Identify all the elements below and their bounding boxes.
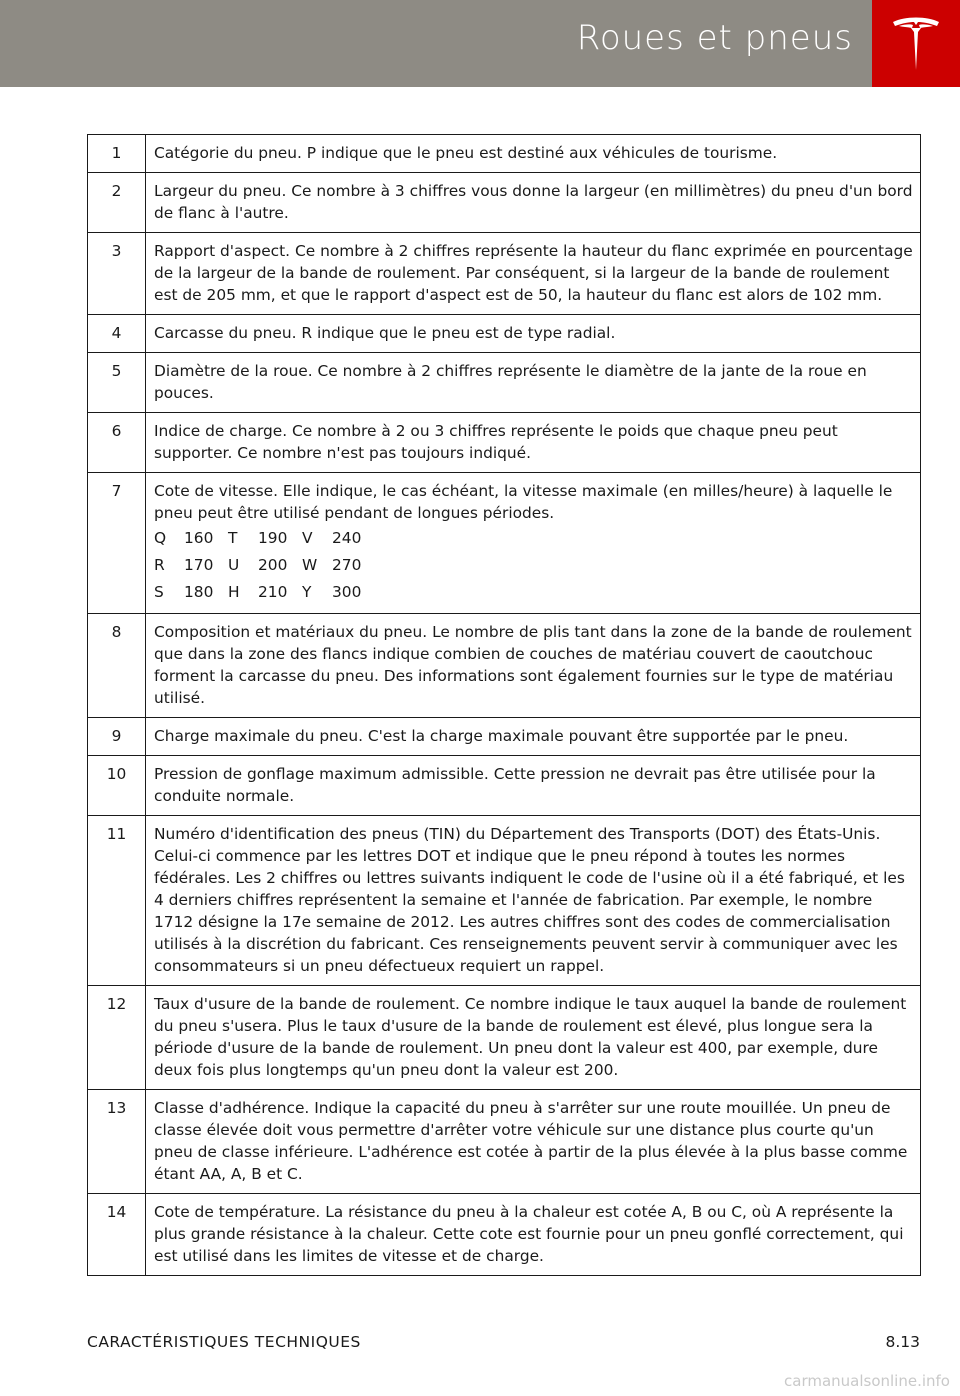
speed-rating-line — [154, 524, 914, 551]
row-description — [146, 173, 921, 233]
table-row — [88, 473, 921, 614]
row-description — [146, 315, 921, 353]
speed-letter: H — [228, 582, 240, 601]
speed-rating — [228, 554, 302, 576]
row-text: Carcasse du pneu. R indique que le pneu est de type radial. — [154, 324, 616, 342]
speed-rating — [302, 527, 376, 549]
table-row — [88, 718, 921, 756]
speed-rating-line — [154, 578, 914, 605]
row-description — [146, 473, 921, 614]
speed-letter: T — [228, 528, 238, 547]
row-number: 10 — [88, 756, 146, 816]
page-title: Roues et pneus — [576, 18, 853, 58]
row-number: 6 — [88, 413, 146, 473]
row-text: Composition et matériaux du pneu. Le nombre de plis tant dans la zone de la bande de roulement que dans la zone des flancs indique combien de couches de matériau couvert de caoutchouc forment la carcasse du pneu. Des informations sont également fournies sur le type de matériau utilisé. — [154, 623, 912, 707]
tesla-logo-icon — [891, 16, 941, 72]
row-description — [146, 135, 921, 173]
speed-rating — [154, 554, 228, 576]
table-row — [88, 986, 921, 1090]
speed-value: 160 — [184, 528, 214, 547]
row-text: Indice de charge. Ce nombre à 2 ou 3 chiffres représente le poids que chaque pneu peut supporter. Ce nombre n'est pas toujours indiqué. — [154, 422, 838, 462]
speed-rating-line — [154, 551, 914, 578]
speed-value: 190 — [258, 528, 288, 547]
row-number: 12 — [88, 986, 146, 1090]
footer-page-number: 8.13 — [885, 1333, 920, 1351]
speed-rating — [228, 527, 302, 549]
row-number: 13 — [88, 1090, 146, 1194]
speed-rating — [302, 581, 376, 603]
footer-section-title: CARACTÉRISTIQUES TECHNIQUES — [87, 1333, 361, 1351]
speed-value: 170 — [184, 555, 214, 574]
row-description — [146, 233, 921, 315]
row-description — [146, 718, 921, 756]
row-description — [146, 756, 921, 816]
table-row — [88, 614, 921, 718]
speed-letter: Q — [154, 528, 167, 547]
row-number: 7 — [88, 473, 146, 614]
watermark: carmanualsonline.info — [784, 1372, 950, 1390]
table-row — [88, 756, 921, 816]
row-description — [146, 614, 921, 718]
speed-rating — [154, 581, 228, 603]
row-text: Cote de vitesse. Elle indique, le cas échéant, la vitesse maximale (en milles/heure) à laquelle le pneu peut être utilisé pendant de longues périodes. — [154, 482, 893, 522]
table-row — [88, 233, 921, 315]
row-text: Numéro d'identification des pneus (TIN) du Département des Transports (DOT) des États-Unis. Celui-ci commence par les lettres DOT et indique que le pneu répond à toutes les normes fédérales. Les 2 chiffres ou lettres suivants indiquent le code de l'usine où il a été fabriqué, et les 4 derniers chiffres représentent la semaine et l'année de fabrication. Par exemple, le nombre 1712 désigne la 17e semaine de 2012. Les autres chiffres sont des codes de commercialisation utilisés à la discrétion du fabricant. Ces renseignements peuvent servir à communiquer avec les consommateurs si un pneu défectueux requiert un rappel. — [154, 825, 905, 975]
table-row — [88, 1090, 921, 1194]
speed-value: 300 — [332, 582, 362, 601]
row-description — [146, 1090, 921, 1194]
speed-letter: V — [302, 528, 313, 547]
speed-value: 270 — [332, 555, 362, 574]
table-row — [88, 315, 921, 353]
row-number: 4 — [88, 315, 146, 353]
speed-rating — [154, 527, 228, 549]
speed-rating — [302, 554, 376, 576]
table-row — [88, 353, 921, 413]
row-number: 9 — [88, 718, 146, 756]
table-row — [88, 816, 921, 986]
speed-letter: W — [302, 555, 318, 574]
page-header — [0, 0, 960, 87]
table-row — [88, 135, 921, 173]
speed-letter: S — [154, 582, 164, 601]
row-number: 2 — [88, 173, 146, 233]
row-text: Charge maximale du pneu. C'est la charge maximale pouvant être supportée par le pneu. — [154, 727, 849, 745]
brand-logo — [872, 0, 960, 87]
speed-value: 180 — [184, 582, 214, 601]
table-row — [88, 173, 921, 233]
row-description — [146, 986, 921, 1090]
speed-value: 200 — [258, 555, 288, 574]
row-number: 11 — [88, 816, 146, 986]
row-description — [146, 413, 921, 473]
row-text: Rapport d'aspect. Ce nombre à 2 chiffres représente la hauteur du flanc exprimée en pourcentage de la largeur de la bande de roulement. Par conséquent, si la largeur de la bande de roulement est de 205 mm, et que le rapport d'aspect est de 50, la hauteur du flanc est alors de 102 mm. — [154, 242, 913, 304]
row-number: 5 — [88, 353, 146, 413]
row-description — [146, 816, 921, 986]
table-row — [88, 1194, 921, 1276]
tire-marking-table — [87, 134, 921, 1276]
row-number: 14 — [88, 1194, 146, 1276]
row-number: 3 — [88, 233, 146, 315]
row-text: Catégorie du pneu. P indique que le pneu est destiné aux véhicules de tourisme. — [154, 144, 778, 162]
speed-value: 210 — [258, 582, 288, 601]
speed-letter: U — [228, 555, 240, 574]
row-description — [146, 1194, 921, 1276]
row-text: Pression de gonflage maximum admissible. Cette pression ne devrait pas être utilisée pour la conduite normale. — [154, 765, 876, 805]
speed-rating — [228, 581, 302, 603]
row-description — [146, 353, 921, 413]
row-number: 1 — [88, 135, 146, 173]
row-text: Taux d'usure de la bande de roulement. Ce nombre indique le taux auquel la bande de roulement du pneu s'usera. Plus le taux d'usure de la bande de roulement est élevé, plus longue sera la période d'usure de la bande de roulement. Un pneu dont la valeur est 400, par exemple, dure deux fois plus longtemps qu'un pneu dont la valeur est 200. — [154, 995, 907, 1079]
table-row — [88, 413, 921, 473]
speed-letter: R — [154, 555, 165, 574]
row-number: 8 — [88, 614, 146, 718]
row-text: Classe d'adhérence. Indique la capacité du pneu à s'arrêter sur une route mouillée. Un pneu de classe élevée doit vous permettre d'arrêter votre véhicule sur une distance plus courte qu'un pneu de classe inférieure. L'adhérence est cotée à partir de la plus élevée à la plus basse comme étant AA, A, B et C. — [154, 1099, 908, 1183]
speed-value: 240 — [332, 528, 362, 547]
row-text: Cote de température. La résistance du pneu à la chaleur est cotée A, B ou C, où A représente la plus grande résistance à la chaleur. Cette cote est fournie pour un pneu gonflé correctement, qui est utilisé dans les limites de vitesse et de charge. — [154, 1203, 904, 1265]
row-text: Diamètre de la roue. Ce nombre à 2 chiffres représente le diamètre de la jante de la roue en pouces. — [154, 362, 867, 402]
row-text: Largeur du pneu. Ce nombre à 3 chiffres vous donne la largeur (en millimètres) du pneu d'un bord de flanc à l'autre. — [154, 182, 913, 222]
speed-letter: Y — [302, 582, 312, 601]
